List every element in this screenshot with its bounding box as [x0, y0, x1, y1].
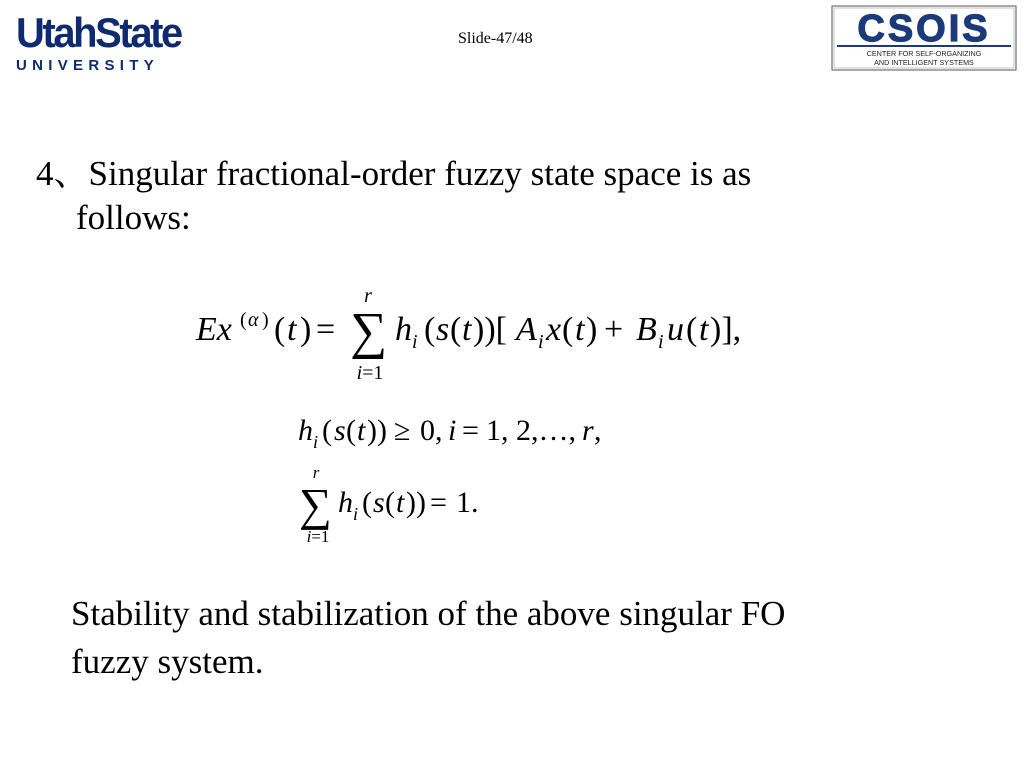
svg-text:=: =: [316, 311, 336, 348]
svg-text:t: t: [396, 486, 405, 519]
svg-text:(: (: [424, 311, 436, 348]
svg-text:t: t: [699, 311, 709, 348]
svg-text:)): )): [406, 486, 426, 519]
svg-text:t: t: [357, 414, 366, 447]
svg-text:+: +: [604, 311, 624, 348]
equation-1: [190, 282, 790, 392]
svg-text:s: s: [373, 486, 385, 519]
closing-text: [71, 590, 971, 686]
svg-text:≥: ≥: [394, 414, 411, 447]
svg-text:(: (: [346, 414, 356, 447]
svg-text:t: t: [462, 311, 472, 348]
svg-text:i: i: [658, 331, 664, 353]
svg-text:=: =: [462, 414, 479, 447]
svg-text:∑: ∑: [299, 479, 332, 530]
svg-text:0,: 0,: [420, 414, 443, 447]
equation-3: [296, 462, 556, 552]
svg-text:i: i: [538, 331, 544, 353]
svg-text:(: (: [240, 309, 247, 331]
svg-text:i: i: [448, 414, 457, 447]
closing-line-1: Stability and stabilization of the above singular FO: [71, 594, 786, 633]
svg-text:(: (: [274, 311, 286, 348]
eq1-sum-upper: r: [364, 285, 372, 307]
svg-text:=: =: [430, 486, 447, 519]
svg-text:))[: ))[: [473, 311, 507, 348]
equation-2: [296, 408, 656, 458]
svg-text:i: i: [412, 331, 418, 353]
csois-logo: [831, 5, 1017, 71]
svg-text:(: (: [562, 311, 574, 348]
svg-text:): ): [300, 311, 312, 348]
heading-line-1: 4、Singular fractional-order fuzzy state space is as: [36, 154, 752, 193]
svg-text:h: h: [298, 414, 313, 447]
svg-text:1.: 1.: [456, 486, 479, 519]
svg-text:i=1: i=1: [356, 362, 384, 384]
usu-logo-wordmark: UtahState: [16, 9, 181, 56]
eq3-sum-upper: r: [312, 463, 320, 482]
svg-text:i: i: [313, 432, 319, 452]
svg-text:∑: ∑: [350, 303, 388, 360]
closing-line-2: fuzzy system.: [71, 642, 264, 681]
csois-logo-line1: CENTER FOR SELF-ORGANIZING: [866, 49, 982, 58]
svg-text:(: (: [385, 486, 395, 519]
svg-text:t: t: [287, 311, 297, 348]
svg-text:s: s: [436, 311, 450, 348]
svg-text:(: (: [322, 414, 332, 447]
svg-text:1, 2,…,: 1, 2,…,: [486, 414, 576, 447]
csois-logo-line2: AND INTELLIGENT SYSTEMS: [874, 58, 974, 67]
svg-text:i=1: i=1: [306, 527, 330, 546]
csois-logo-wordmark: CSOIS: [857, 8, 991, 50]
slide-heading: [36, 152, 916, 240]
utah-state-university-logo: [16, 9, 200, 74]
svg-text:s: s: [334, 414, 346, 447]
svg-text:h: h: [338, 486, 353, 519]
slide-number: Slide-47/48: [458, 30, 533, 47]
svg-text:)],: )],: [710, 311, 742, 348]
svg-text:r: r: [582, 414, 594, 447]
svg-text:): ): [586, 311, 598, 348]
svg-text:Ex: Ex: [196, 311, 232, 348]
svg-text:t: t: [575, 311, 585, 348]
svg-text:,: ,: [594, 414, 602, 447]
svg-text:h: h: [395, 311, 412, 348]
svg-text:)): )): [367, 414, 387, 447]
svg-text:A: A: [516, 311, 537, 348]
usu-logo-subtitle: UNIVERSITY: [16, 57, 160, 74]
svg-text:(: (: [362, 486, 372, 519]
svg-text:(: (: [450, 311, 462, 348]
svg-text:i: i: [353, 504, 359, 524]
svg-text:B: B: [636, 311, 657, 348]
svg-text:(: (: [686, 311, 698, 348]
svg-text:u: u: [667, 311, 684, 348]
heading-line-2: follows:: [76, 198, 191, 237]
svg-text:x: x: [546, 311, 562, 348]
svg-text:): ): [262, 309, 269, 331]
svg-text:α: α: [248, 309, 259, 331]
